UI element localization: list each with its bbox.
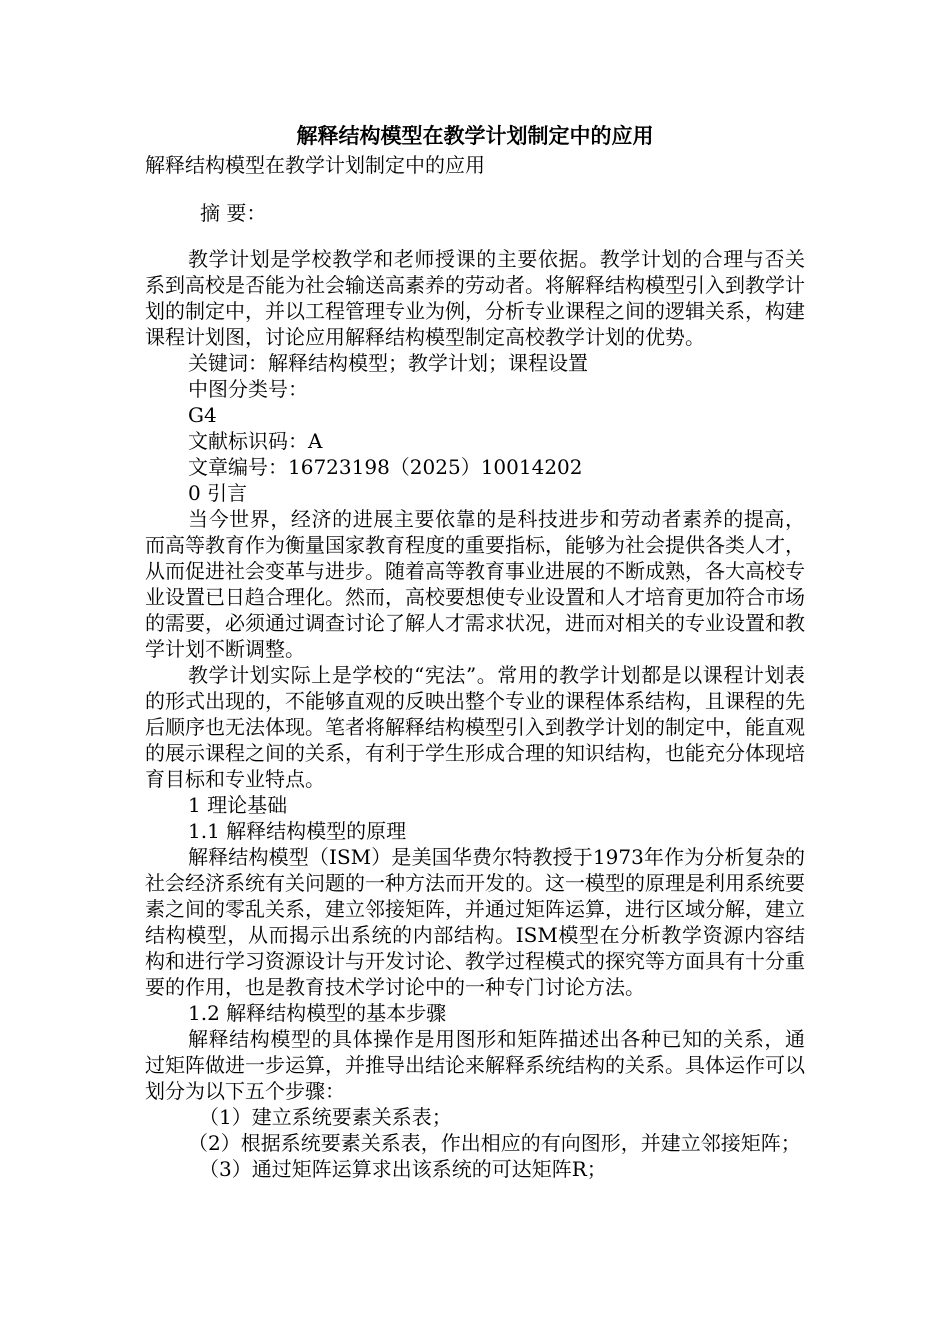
clc-label: 中图分类号： — [188, 377, 308, 401]
section-1-2-paragraph: 解释结构模型的具体操作是用图形和矩阵描述出各种已知的关系，通过矩阵做进一步运算，并推导出结论来解释系统结构的关系。具体运作可以划分为以下五个步骤： — [145, 1027, 805, 1103]
section-0-heading: 0 引言 — [188, 481, 248, 505]
section-1-1-heading: 1.1 解释结构模型的原理 — [188, 819, 407, 843]
abstract-paragraph: 教学计划是学校教学和老师授课的主要依据。教学计划的合理与否关系到高校是否能为社会输送高素养的劳动者。将解释结构模型引入到教学计划的制定中，并以工程管理专业为例，分析专业课程之间的逻辑关系，构建课程计划图，讨论应用解释结构模型制定高校教学计划的优势。 — [145, 247, 805, 349]
abstract-heading: 摘 要： — [200, 201, 267, 225]
article-number-line: 文章编号：16723198（2025）10014202 — [188, 455, 583, 479]
section-0-paragraph-1: 当今世界，经济的进展主要依靠的是科技进步和劳动者素养的提高，而高等教育作为衡量国家教育程度的重要指标，能够为社会提供各类人才，从而促进社会变革与进步。随着高等教育事业进展的不断成熟，各大高校专业设置已日趋合理化。然而，高校要想使专业设置和人才培育更加符合市场的需要，必须通过调查讨论了解人才需求状况，进而对相关的专业设置和教学计划不断调整。 — [145, 507, 805, 661]
step-3: （3）通过矩阵运算求出该系统的可达矩阵R； — [199, 1157, 607, 1181]
section-1-heading: 1 理论基础 — [188, 793, 288, 817]
document-page — [145, 120, 805, 1182]
step-1: （1）建立系统要素关系表； — [199, 1105, 452, 1129]
document-subtitle: 解释结构模型在教学计划制定中的应用 — [145, 153, 485, 177]
keywords-line: 关键词：解释结构模型；教学计划；课程设置 — [188, 351, 588, 375]
section-1-2-heading: 1.2 解释结构模型的基本步骤 — [188, 1001, 447, 1025]
document-code-line: 文献标识码：A — [188, 429, 323, 453]
section-0-paragraph-2: 教学计划实际上是学校的“宪法”。常用的教学计划都是以课程计划表的形式出现的，不能够直观的反映出整个专业的课程体系结构，且课程的先后顺序也无法体现。笔者将解释结构模型引入到教学计划的制定中，能直观的展示课程之间的关系，有利于学生形成合理的知识结构，也能充分体现培育目标和专业特点。 — [145, 663, 805, 791]
section-1-1-paragraph: 解释结构模型（ISM）是美国华费尔特教授于1973年作为分析复杂的社会经济系统有关问题的一种方法而开发的。这一模型的原理是利用系统要素之间的零乱关系，建立邻接矩阵，并通过矩阵运算，进行区域分解，建立结构模型，从而揭示出系统的内部结构。ISM模型在分析教学资源内容结构和进行学习资源设计与开发讨论、教学过程模式的探究等方面具有十分重要的作用，也是教育技术学讨论中的一种专门讨论方法。 — [145, 845, 805, 999]
clc-value: G4 — [188, 403, 217, 427]
document-title: 解释结构模型在教学计划制定中的应用 — [296, 124, 654, 148]
step-2: （2）根据系统要素关系表，作出相应的有向图形，并建立邻接矩阵； — [188, 1131, 801, 1155]
